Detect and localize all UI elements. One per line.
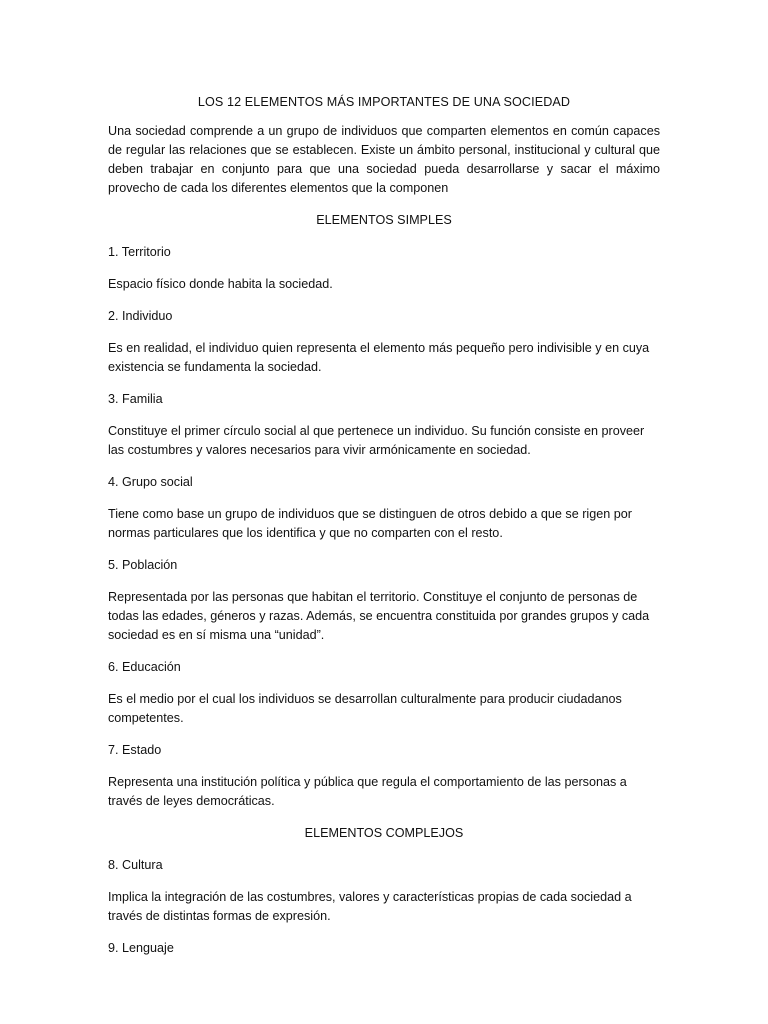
document-content <box>108 93 660 971</box>
item-body: Representada por las personas que habitan el territorio. Constituye el conjunto de personas de todas las edades, géneros y razas. Además, se encuentra constituida por grandes grupos y cada sociedad es en sí misma una “unidad”. <box>108 590 650 642</box>
item-heading: 6. Educación <box>108 660 181 674</box>
item-heading: 7. Estado <box>108 743 162 757</box>
item-heading: 9. Lenguaje <box>108 941 174 955</box>
item-heading: 8. Cultura <box>108 858 163 872</box>
document-title: LOS 12 ELEMENTOS MÁS IMPORTANTES DE UNA SOCIEDAD <box>197 95 571 109</box>
item-heading: 4. Grupo social <box>108 475 193 489</box>
item-body: Constituye el primer círculo social al que pertenece un individuo. Su función consiste en proveer las costumbres y valores necesarios para vivir armónicamente en sociedad. <box>108 424 645 457</box>
section-heading-simple: ELEMENTOS SIMPLES <box>316 213 452 227</box>
item-body: Tiene como base un grupo de individuos que se distinguen de otros debido a que se rigen por normas particulares que los identifica y que no comparten con el resto. <box>108 507 632 540</box>
item-body: Representa una institución política y pública que regula el comportamiento de las personas a través de leyes democráticas. <box>108 775 627 808</box>
item-body: Espacio físico donde habita la sociedad. <box>108 277 333 291</box>
intro-paragraph: Una sociedad comprende a un grupo de individuos que comparten elementos en común capaces de regular las relaciones que se establecen. Existe un ámbito personal, institucional y cultural que deben trabajar en conjunto para que una sociedad pueda desarrollarse y sacar el máximo provecho de cada los diferentes elementos que la componen <box>108 124 660 195</box>
item-body: Es en realidad, el individuo quien representa el elemento más pequeño pero indivisible y en cuya existencia se fundamenta la sociedad. <box>108 341 650 374</box>
item-body: Implica la integración de las costumbres, valores y características propias de cada sociedad a través de distintas formas de expresión. <box>108 890 632 923</box>
item-body: Es el medio por el cual los individuos se desarrollan culturalmente para producir ciudadanos competentes. <box>108 692 622 725</box>
item-heading: 1. Territorio <box>108 245 171 259</box>
item-heading: 5. Población <box>108 558 178 572</box>
section-heading-complex: ELEMENTOS COMPLEJOS <box>304 826 464 840</box>
item-heading: 3. Familia <box>108 392 163 406</box>
item-heading: 2. Individuo <box>108 309 173 323</box>
